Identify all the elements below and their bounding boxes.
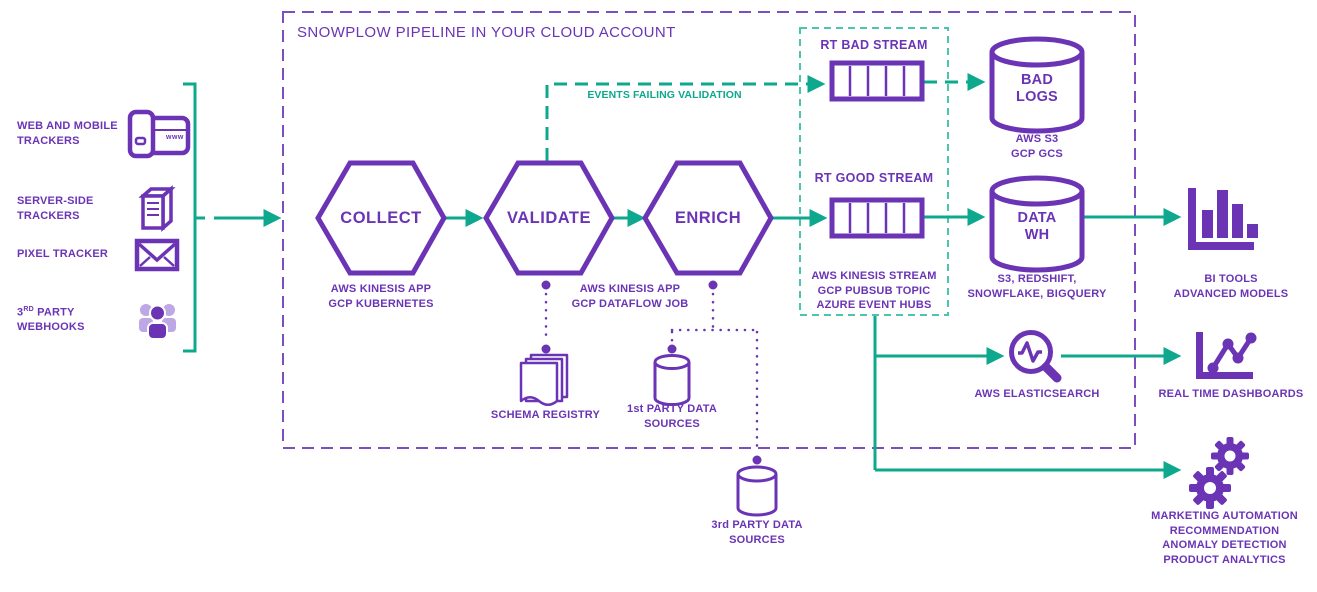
bad-logs-label: BAD LOGS — [1016, 72, 1058, 105]
elasticsearch-magnifier-icon — [1012, 333, 1058, 379]
good-stream-queue-icon — [832, 200, 922, 236]
data-warehouse-tech-label: S3, REDSHIFT, SNOWFLAKE, BIGQUERY — [967, 273, 1107, 300]
webhooks-label: 3RD PARTY WEBHOOKS — [17, 306, 85, 334]
elasticsearch-label: AWS ELASTICSEARCH — [974, 388, 1100, 400]
data-warehouse-label: DATA WH — [1017, 210, 1057, 243]
third-party-database-icon — [738, 467, 776, 515]
dashboards-line-chart-icon — [1196, 332, 1257, 379]
schema-registry-documents-icon — [521, 355, 567, 405]
third-party-data-label: 3rd PARTY DATA SOURCES — [711, 519, 803, 546]
events-failing-validation-label: EVENTS FAILING VALIDATION — [587, 89, 742, 101]
server-tracker-icon — [143, 189, 171, 228]
bad-stream-label: RT BAD STREAM — [820, 38, 928, 52]
bi-tools-label: BI TOOLS ADVANCED MODELS — [1173, 273, 1289, 300]
enrich-stage-label: ENRICH — [674, 208, 742, 227]
first-party-data-label: 1st PARTY DATA SOURCES — [627, 403, 717, 430]
collect-stage-label: COLLECT — [340, 208, 422, 227]
collect-tech-label: AWS KINESIS APP GCP KUBERNETES — [328, 283, 434, 310]
activation-use-cases-label: MARKETING AUTOMATION RECOMMENDATION ANOMALY DETECTION PRODUCT ANALYTICS — [1151, 510, 1298, 566]
pixel-tracker-label: PIXEL TRACKER — [17, 248, 109, 260]
server-side-trackers-label: SERVER-SIDE TRACKERS — [17, 195, 94, 222]
first-party-database-icon — [655, 356, 689, 405]
bad-logs-tech-label: AWS S3 GCP GCS — [1011, 133, 1063, 160]
schema-registry-label: SCHEMA REGISTRY — [490, 409, 601, 421]
good-stream-label: RT GOOD STREAM — [814, 171, 934, 185]
svg-text:www: www — [166, 134, 184, 141]
validate-enrich-tech-label: AWS KINESIS APP GCP DATAFLOW JOB — [571, 283, 689, 310]
validate-stage-label: VALIDATE — [506, 208, 592, 227]
streams-tech-label: AWS KINESIS STREAM GCP PUBSUB TOPIC AZURE EVENT HUBS — [811, 270, 937, 311]
pipeline-box-title: SNOWPLOW PIPELINE IN YOUR CLOUD ACCOUNT — [297, 24, 676, 41]
bi-tools-bar-chart-icon — [1188, 188, 1258, 250]
web-mobile-trackers-label: WEB AND MOBILE TRACKERS — [17, 120, 118, 147]
dashboards-label: REAL TIME DASHBOARDS — [1158, 388, 1304, 400]
bad-stream-queue-icon — [832, 63, 922, 99]
activation-gears-icon — [1189, 437, 1249, 509]
